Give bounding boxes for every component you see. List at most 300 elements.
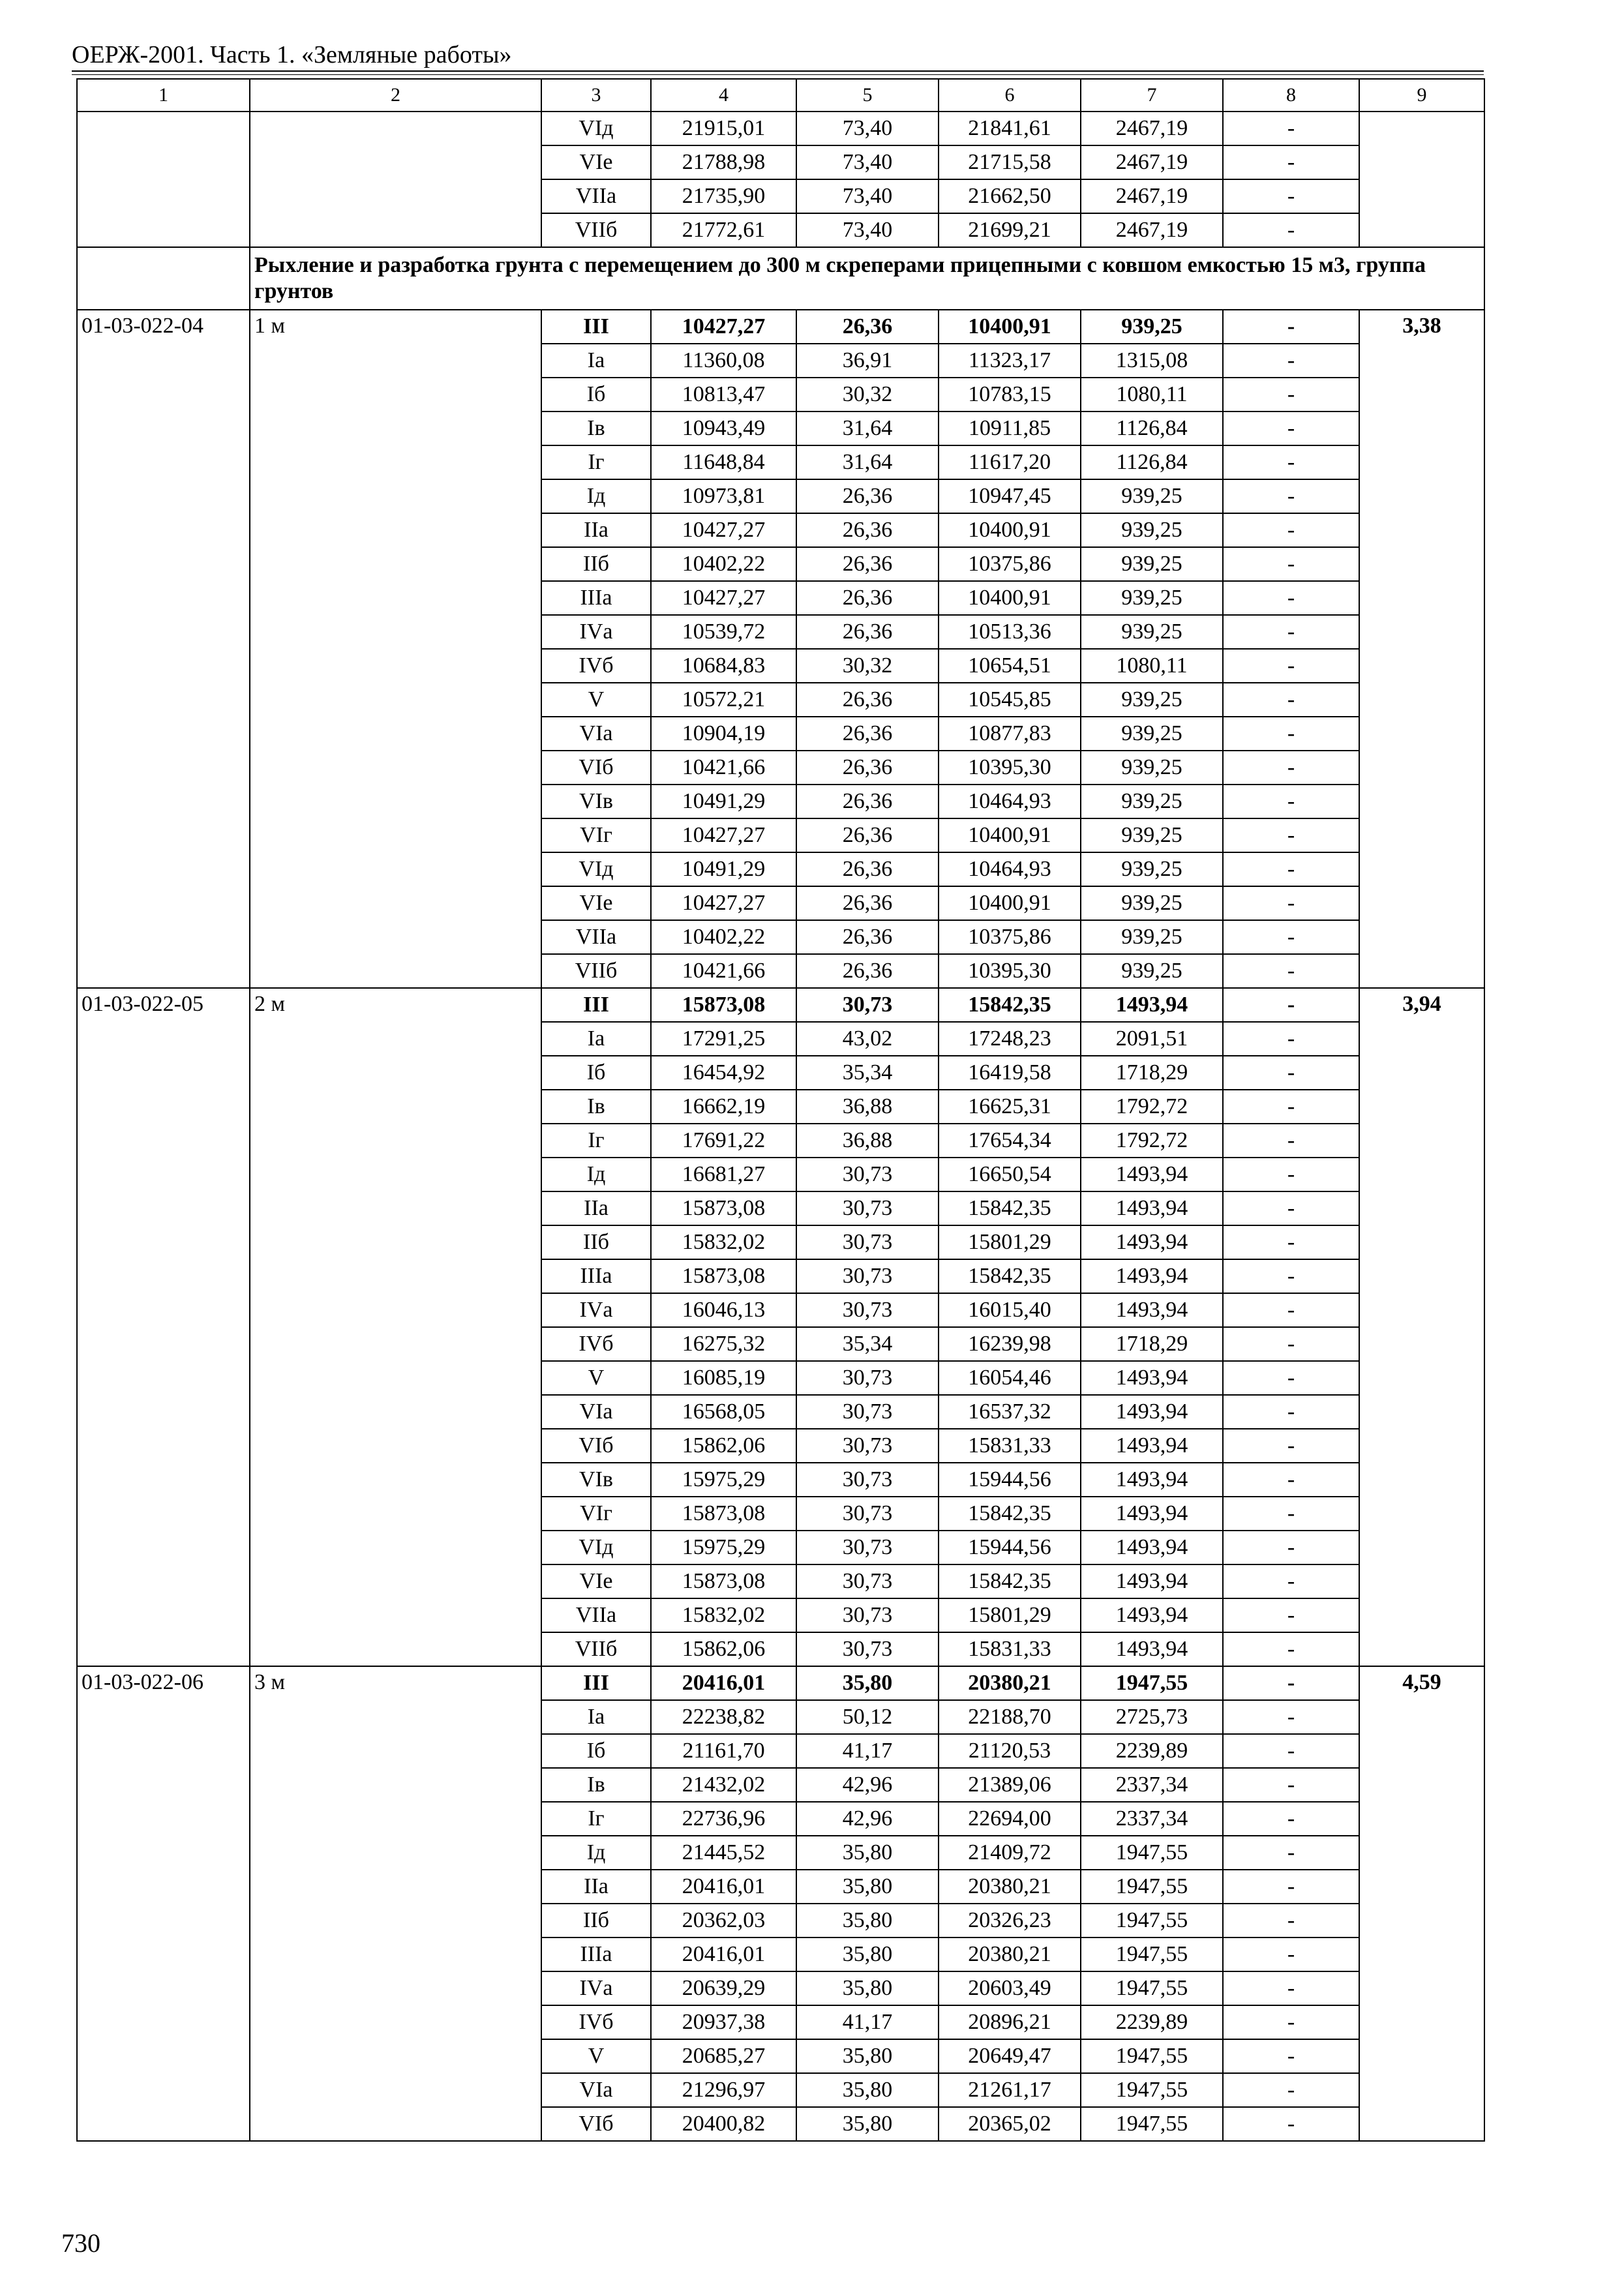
table-cell: 16015,40 [939,1293,1081,1327]
table-cell: 30,73 [796,1191,939,1225]
table-cell: 30,73 [796,1497,939,1531]
table-cell: - [1223,445,1359,479]
table-cell: 15842,35 [939,1497,1081,1531]
table-cell: 16568,05 [651,1395,796,1429]
table-cell: 939,25 [1081,852,1223,886]
table-cell: 10973,81 [651,479,796,513]
table-cell: IIIа [541,1937,651,1971]
table-cell: 1493,94 [1081,1361,1223,1395]
table-cell: - [1223,1632,1359,1666]
table-cell: 35,34 [796,1056,939,1090]
table-cell: 939,25 [1081,886,1223,920]
page-header [72,40,1484,72]
table-cell: 22188,70 [939,1700,1081,1734]
table-cell: 10491,29 [651,852,796,886]
table-cell: VIа [541,1395,651,1429]
table-cell: IIа [541,513,651,547]
table-cell: Iв [541,1090,651,1124]
table-cell: 35,34 [796,1327,939,1361]
table-cell: - [1223,581,1359,615]
table-cell: 30,73 [796,1429,939,1463]
table-cell: 22694,00 [939,1802,1081,1836]
table-cell: 10427,27 [651,581,796,615]
table-cell: VIг [541,1497,651,1531]
table-cell: 26,36 [796,886,939,920]
table-cell: 1947,55 [1081,1937,1223,1971]
table-cell: - [1223,1361,1359,1395]
table-cell: 21120,53 [939,1734,1081,1768]
section-title-row [77,247,1484,310]
table-cell: 30,73 [796,1531,939,1564]
table-cell: Iд [541,1158,651,1191]
table-cell: 2467,19 [1081,145,1223,179]
table-cell: 26,36 [796,818,939,852]
table-cell: 20603,49 [939,1971,1081,2005]
table-cell: 73,40 [796,179,939,213]
table-cell: - [1223,1904,1359,1937]
table-cell: VIIб [541,213,651,247]
table-cell: 10395,30 [939,954,1081,988]
table-cell: - [1223,954,1359,988]
table-cell: Iг [541,1124,651,1158]
table-cell: 73,40 [796,145,939,179]
table-cell: 2337,34 [1081,1802,1223,1836]
table-cell: 10421,66 [651,954,796,988]
table-cell: 21296,97 [651,2073,796,2107]
table-cell: 15862,06 [651,1632,796,1666]
table-cell: 20649,47 [939,2039,1081,2073]
table-cell: III [541,988,651,1022]
table-cell: 1947,55 [1081,2107,1223,2141]
table-cell: IIб [541,1904,651,1937]
table-cell: 22736,96 [651,1802,796,1836]
column-number-cell: 2 [250,79,541,112]
table-cell: 10400,91 [939,581,1081,615]
table-cell: - [1223,1836,1359,1870]
table-cell: 30,73 [796,988,939,1022]
table-cell: - [1223,1191,1359,1225]
table-cell: 2239,89 [1081,1734,1223,1768]
table-cell: 30,73 [796,1395,939,1429]
table-cell: 1947,55 [1081,1971,1223,2005]
table-cell: 35,80 [796,2039,939,2073]
table-cell: 26,36 [796,751,939,785]
table-cell: 20365,02 [939,2107,1081,2141]
table-cell: 35,80 [796,2073,939,2107]
table-cell: 10904,19 [651,717,796,751]
table-cell: VIб [541,751,651,785]
table-cell: 20685,27 [651,2039,796,2073]
table-cell: - [1223,1090,1359,1124]
table-cell: 21445,52 [651,1836,796,1870]
table-cell: 21389,06 [939,1768,1081,1802]
table-cell: 11617,20 [939,445,1081,479]
table-cell: 20380,21 [939,1870,1081,1904]
table-cell: 2467,19 [1081,179,1223,213]
table-cell: - [1223,683,1359,717]
table-cell: 35,80 [796,1666,939,1700]
rate-code: 01-03-022-05 [77,988,250,1666]
table-cell: 10402,22 [651,920,796,954]
table-cell: 21432,02 [651,1768,796,1802]
table-cell: 30,32 [796,649,939,683]
table-cell: VIд [541,1531,651,1564]
table-cell: - [1223,751,1359,785]
table-cell: Iд [541,1836,651,1870]
table-cell: 10513,36 [939,615,1081,649]
table-cell: 939,25 [1081,785,1223,818]
table-cell: - [1223,2005,1359,2039]
table-cell: 35,80 [796,1836,939,1870]
table-row [77,112,1484,145]
table-cell: - [1223,886,1359,920]
table-row [77,310,1484,344]
table-cell: 16419,58 [939,1056,1081,1090]
rate-col9: 3,38 [1359,310,1484,988]
table-cell: 10947,45 [939,479,1081,513]
table-cell: V [541,2039,651,2073]
table-cell: - [1223,1259,1359,1293]
price-table [76,78,1485,2142]
table-cell: IVа [541,1293,651,1327]
table-cell: - [1223,1971,1359,2005]
table-cell: 15975,29 [651,1463,796,1497]
table-cell: 1947,55 [1081,1836,1223,1870]
table-cell: 16625,31 [939,1090,1081,1124]
table-cell: 10943,49 [651,411,796,445]
table-cell: 939,25 [1081,581,1223,615]
table-cell: 30,73 [796,1361,939,1395]
table-cell: - [1223,1158,1359,1191]
table-cell: - [1223,513,1359,547]
table-cell: 10684,83 [651,649,796,683]
table-cell: VIе [541,1564,651,1598]
table-cell: 10400,91 [939,513,1081,547]
table-cell: 1718,29 [1081,1327,1223,1361]
table-cell: 21409,72 [939,1836,1081,1870]
table-cell: 10427,27 [651,310,796,344]
table-cell: 15873,08 [651,1191,796,1225]
table-cell: 10375,86 [939,547,1081,581]
code-cell [77,112,250,247]
table-cell: 939,25 [1081,547,1223,581]
table-cell: 10427,27 [651,886,796,920]
table-cell: 939,25 [1081,751,1223,785]
table-cell: - [1223,411,1359,445]
table-cell: 10877,83 [939,717,1081,751]
table-cell: 1493,94 [1081,1259,1223,1293]
table-cell: 21699,21 [939,213,1081,247]
table-cell: 2467,19 [1081,213,1223,247]
table-cell: 11323,17 [939,344,1081,378]
table-cell: 26,36 [796,581,939,615]
table-cell: - [1223,1937,1359,1971]
table-cell: 36,91 [796,344,939,378]
table-cell: - [1223,1022,1359,1056]
section-title: Рыхление и разработка грунта с перемещением до 300 м скреперами прицепными с ковшом емкостью 15 м3, группа грунтов [250,247,1484,310]
table-cell: 15801,29 [939,1225,1081,1259]
table-cell: 42,96 [796,1768,939,1802]
table-cell: 1493,94 [1081,1293,1223,1327]
table-cell: 20937,38 [651,2005,796,2039]
table-cell: - [1223,1768,1359,1802]
table-cell: 30,73 [796,1598,939,1632]
table-cell: 10400,91 [939,818,1081,852]
table-cell: 15873,08 [651,988,796,1022]
table-cell: 21261,17 [939,2073,1081,2107]
table-cell: 15975,29 [651,1531,796,1564]
table-cell: VIд [541,852,651,886]
table-cell: 26,36 [796,717,939,751]
table-cell: 15801,29 [939,1598,1081,1632]
table-cell: 16085,19 [651,1361,796,1395]
table-cell: III [541,1666,651,1700]
table-cell: - [1223,179,1359,213]
table-cell: - [1223,2039,1359,2073]
table-cell: 1315,08 [1081,344,1223,378]
table-cell: 30,73 [796,1564,939,1598]
table-cell: - [1223,378,1359,411]
table-cell: 16275,32 [651,1327,796,1361]
table-cell: 939,25 [1081,717,1223,751]
column-number-cell: 1 [77,79,250,112]
table-cell: 2091,51 [1081,1022,1223,1056]
table-cell: 1493,94 [1081,1191,1223,1225]
column-number-cell: 5 [796,79,939,112]
table-cell: 20639,29 [651,1971,796,2005]
table-cell: 939,25 [1081,683,1223,717]
table-cell: 20400,82 [651,2107,796,2141]
table-cell: Iв [541,411,651,445]
table-cell: 36,88 [796,1090,939,1124]
table-cell: 16054,46 [939,1361,1081,1395]
table-cell: 1493,94 [1081,1497,1223,1531]
table-cell: 26,36 [796,920,939,954]
table-cell: IIб [541,1225,651,1259]
table-cell: Iа [541,344,651,378]
table-cell: 30,73 [796,1225,939,1259]
table-cell: 21662,50 [939,179,1081,213]
table-cell: 30,73 [796,1293,939,1327]
table-cell: VIг [541,818,651,852]
table-cell: - [1223,1056,1359,1090]
table-cell: 73,40 [796,112,939,145]
table-cell: 17691,22 [651,1124,796,1158]
table-cell: - [1223,2073,1359,2107]
table-cell: - [1223,649,1359,683]
table-cell: Iа [541,1700,651,1734]
table-cell: 15831,33 [939,1632,1081,1666]
table-cell: 26,36 [796,954,939,988]
table-cell: 43,02 [796,1022,939,1056]
table-cell: - [1223,1429,1359,1463]
table-cell: 10427,27 [651,818,796,852]
table-cell: 15944,56 [939,1463,1081,1497]
table-cell: VIе [541,145,651,179]
table-cell: 15873,08 [651,1497,796,1531]
table-cell: IIа [541,1870,651,1904]
col9-cell [1359,112,1484,247]
table-cell: 20380,21 [939,1937,1081,1971]
table-cell: VIIб [541,1632,651,1666]
table-cell: VIа [541,2073,651,2107]
rate-name: 2 м [250,988,541,1666]
table-cell: IIIа [541,581,651,615]
table-cell: VIб [541,2107,651,2141]
column-number-cell: 6 [939,79,1081,112]
column-number-row [77,79,1484,112]
table-cell: 10402,22 [651,547,796,581]
table-cell: 10464,93 [939,785,1081,818]
table-cell: 939,25 [1081,310,1223,344]
table-cell: VIIа [541,1598,651,1632]
table-cell: 21915,01 [651,112,796,145]
table-cell: 41,17 [796,2005,939,2039]
page-title: ОЕРЖ-2001. Часть 1. «Земляные работы» [72,41,512,68]
table-cell: 30,73 [796,1632,939,1666]
table-cell: 1126,84 [1081,445,1223,479]
table-cell: 35,80 [796,2107,939,2141]
column-number-cell: 7 [1081,79,1223,112]
table-cell: 10911,85 [939,411,1081,445]
table-cell: - [1223,988,1359,1022]
table-cell: 21715,58 [939,145,1081,179]
table-cell: Iг [541,445,651,479]
table-cell: - [1223,1463,1359,1497]
table-cell: - [1223,112,1359,145]
table-cell: 35,80 [796,1870,939,1904]
table-cell: 35,80 [796,1937,939,1971]
table-cell: 10539,72 [651,615,796,649]
header-divider [72,74,1484,75]
table-cell: 1493,94 [1081,988,1223,1022]
table-cell: 10813,47 [651,378,796,411]
table-cell: 17654,34 [939,1124,1081,1158]
table-cell: - [1223,213,1359,247]
table-cell: 16046,13 [651,1293,796,1327]
table-cell: 1947,55 [1081,1870,1223,1904]
table-cell: 26,36 [796,785,939,818]
table-cell: 26,36 [796,310,939,344]
table-cell: 15842,35 [939,1191,1081,1225]
table-cell: 35,80 [796,1971,939,2005]
table-cell: 73,40 [796,213,939,247]
table-cell: 1493,94 [1081,1632,1223,1666]
table-cell: 16681,27 [651,1158,796,1191]
table-cell: 1947,55 [1081,1666,1223,1700]
table-cell: 10395,30 [939,751,1081,785]
table-cell: 16454,92 [651,1056,796,1090]
table-cell: 16662,19 [651,1090,796,1124]
table-cell: VIе [541,886,651,920]
column-number-cell: 9 [1359,79,1484,112]
table-cell: 15832,02 [651,1598,796,1632]
table-cell: - [1223,1395,1359,1429]
table-cell: 26,36 [796,513,939,547]
rate-code: 01-03-022-06 [77,1666,250,2141]
table-cell: Iг [541,1802,651,1836]
table-cell: - [1223,1870,1359,1904]
table-cell: 10400,91 [939,310,1081,344]
table-cell: - [1223,2107,1359,2141]
table-cell: 15944,56 [939,1531,1081,1564]
table-cell: IVб [541,649,651,683]
table-cell: - [1223,785,1359,818]
table-cell: 10421,66 [651,751,796,785]
page-number: 730 [61,2228,100,2258]
table-cell: 21161,70 [651,1734,796,1768]
table-cell: Iв [541,1768,651,1802]
table-cell: Iб [541,1056,651,1090]
table-cell: 17291,25 [651,1022,796,1056]
table-cell: - [1223,1124,1359,1158]
table-cell: - [1223,1327,1359,1361]
table-cell: Iд [541,479,651,513]
table-cell: 15862,06 [651,1429,796,1463]
section-title-blank [77,247,250,310]
table-cell: IVб [541,2005,651,2039]
table-cell: - [1223,1700,1359,1734]
table-cell: 10654,51 [939,649,1081,683]
table-cell: - [1223,818,1359,852]
table-cell: - [1223,1497,1359,1531]
table-cell: 21841,61 [939,112,1081,145]
table-cell: VIв [541,785,651,818]
table-cell: 20416,01 [651,1937,796,1971]
table-cell: - [1223,1734,1359,1768]
table-cell: 2725,73 [1081,1700,1223,1734]
table-cell: 1947,55 [1081,1904,1223,1937]
table-cell: 1947,55 [1081,2073,1223,2107]
table-cell: 21772,61 [651,213,796,247]
column-number-cell: 3 [541,79,651,112]
table-cell: 1493,94 [1081,1598,1223,1632]
table-cell: 10572,21 [651,683,796,717]
rate-code: 01-03-022-04 [77,310,250,988]
table-cell: - [1223,615,1359,649]
table-cell: 10464,93 [939,852,1081,886]
table-cell: 15842,35 [939,1259,1081,1293]
table-cell: 20416,01 [651,1666,796,1700]
table-cell: IIб [541,547,651,581]
table-cell: 1493,94 [1081,1158,1223,1191]
table-cell: 1792,72 [1081,1090,1223,1124]
table-cell: - [1223,344,1359,378]
table-cell: 15842,35 [939,988,1081,1022]
table-cell: 939,25 [1081,818,1223,852]
table-cell: IIа [541,1191,651,1225]
table-cell: 20416,01 [651,1870,796,1904]
table-cell: 15832,02 [651,1225,796,1259]
table-cell: 1080,11 [1081,649,1223,683]
table-cell: 1080,11 [1081,378,1223,411]
table-cell: 26,36 [796,683,939,717]
table-cell: VIд [541,112,651,145]
table-cell: - [1223,920,1359,954]
table-cell: - [1223,1666,1359,1700]
table-cell: 26,36 [796,615,939,649]
table-cell: 10400,91 [939,886,1081,920]
table-cell: - [1223,717,1359,751]
table-cell: IVб [541,1327,651,1361]
table-cell: 35,80 [796,1904,939,1937]
table-cell: VIIа [541,179,651,213]
table-cell: 15873,08 [651,1259,796,1293]
table-cell: 15842,35 [939,1564,1081,1598]
table-cell: 939,25 [1081,479,1223,513]
table-cell: 20896,21 [939,2005,1081,2039]
table-cell: IVа [541,615,651,649]
